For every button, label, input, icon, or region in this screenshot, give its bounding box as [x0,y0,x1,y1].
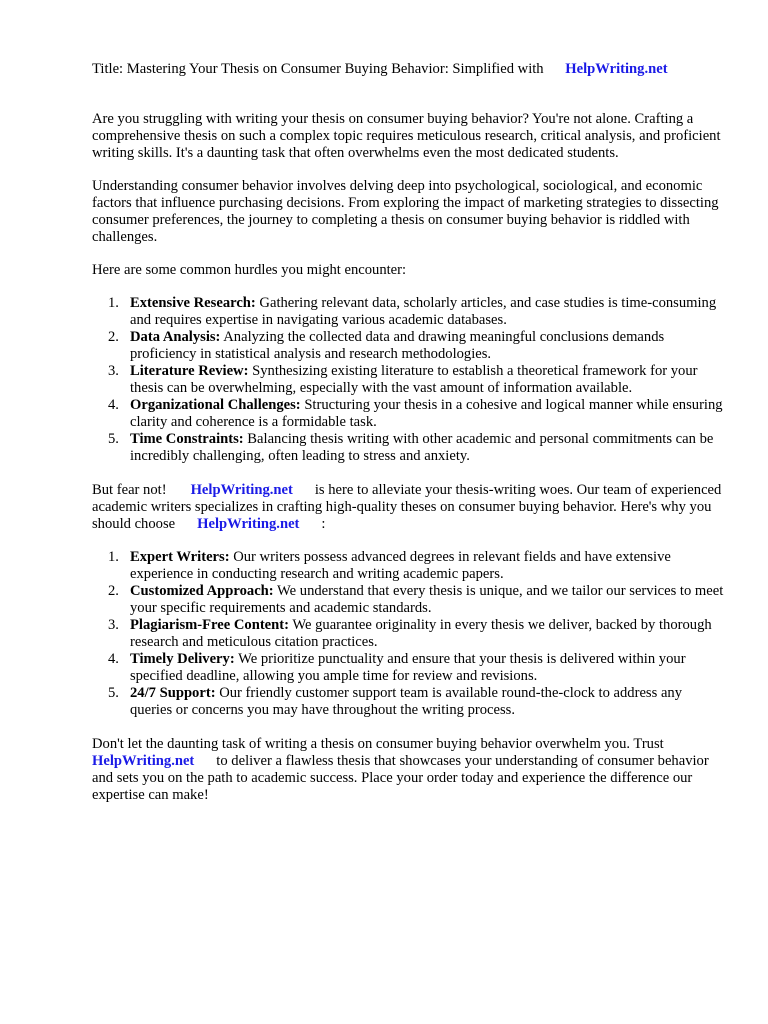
hurdles-intro-paragraph: Here are some common hurdles you might encounter: [92,262,407,278]
brand-link[interactable]: HelpWriting.net [92,753,195,769]
understanding-paragraph: Understanding consumer behavior involves delving deep into psychological, sociological, and economic factors that influence purchasing decisions. From exploring the impact of marketing strategies to dissecting consumer preferences, the journey to completing a thesis on consumer buying behavior is riddled with challenges. [92,178,719,245]
brand-link[interactable]: HelpWriting.net [197,516,300,532]
hurdles-list [92,295,724,465]
title-text: Title: Mastering Your Thesis on Consumer Buying Behavior: Simplified with [92,61,544,77]
closing-paragraph: Don't let the daunting task of writing a thesis on consumer buying behavior overwhelm you. Trust HelpWriting.net to deliver a flawless thesis that showcases your understanding of consumer behavior and sets you on the path to academic success. Place your order today and experience the difference our expertise can make! [92,736,709,803]
list-item: 5. 24/7 Support: Our friendly customer support team is available round-the-clock to address any queries or concerns you may have throughout the writing process. [108,685,683,718]
document-title [92,61,752,78]
list-item: 2. Customized Approach: We understand that every thesis is unique, and we tailor our services to meet your specific requirements and academic standards. [108,583,724,616]
list-item: 3. Plagiarism-Free Content: We guarantee originality in every thesis we deliver, backed by thorough research and meticulous citation practices. [108,617,712,650]
list-item: 1. Extensive Research: Gathering relevant data, scholarly articles, and case studies is time-consuming and requires expertise in navigating various academic databases. [108,295,717,328]
list-item: 1. Expert Writers: Our writers possess advanced degrees in relevant fields and have extensive experience in conducting research and writing academic papers. [108,549,671,582]
title-brand-link[interactable]: HelpWriting.net [565,61,668,77]
brand-link[interactable]: HelpWriting.net [190,482,293,498]
intro-paragraph: Are you struggling with writing your thesis on consumer buying behavior? You're not alone. Crafting a comprehensive thesis on such a complex topic requires meticulous research, critical analysis, and proficient writing skills. It's a daunting task that often overwhelms even the most dedicated students. [92,111,721,161]
list-item: 4. Timely Delivery: We prioritize punctuality and ensure that your thesis is delivered within your specified deadline, allowing you ample time for review and revisions. [108,651,686,684]
list-item: 3. Literature Review: Synthesizing existing literature to establish a theoretical framework for your thesis can be overwhelming, especially with the vast amount of information available. [108,363,698,396]
list-item: 5. Time Constraints: Balancing thesis writing with other academic and personal commitments can be incredibly challenging, often leading to stress and anxiety. [108,431,714,464]
benefits-list [92,549,724,719]
list-item: 2. Data Analysis: Analyzing the collected data and drawing meaningful conclusions demands proficiency in statistical analysis and research methodologies. [108,329,665,362]
fear-not-paragraph: But fear not! HelpWriting.net is here to alleviate your thesis-writing woes. Our team of experienced academic writers specializes in crafting high-quality theses on consumer buying behavior. Here's why you should choose HelpWriting.net : [92,482,722,532]
list-item: 4. Organizational Challenges: Structuring your thesis in a cohesive and logical manner while ensuring clarity and coherence is a formidable task. [108,397,723,430]
